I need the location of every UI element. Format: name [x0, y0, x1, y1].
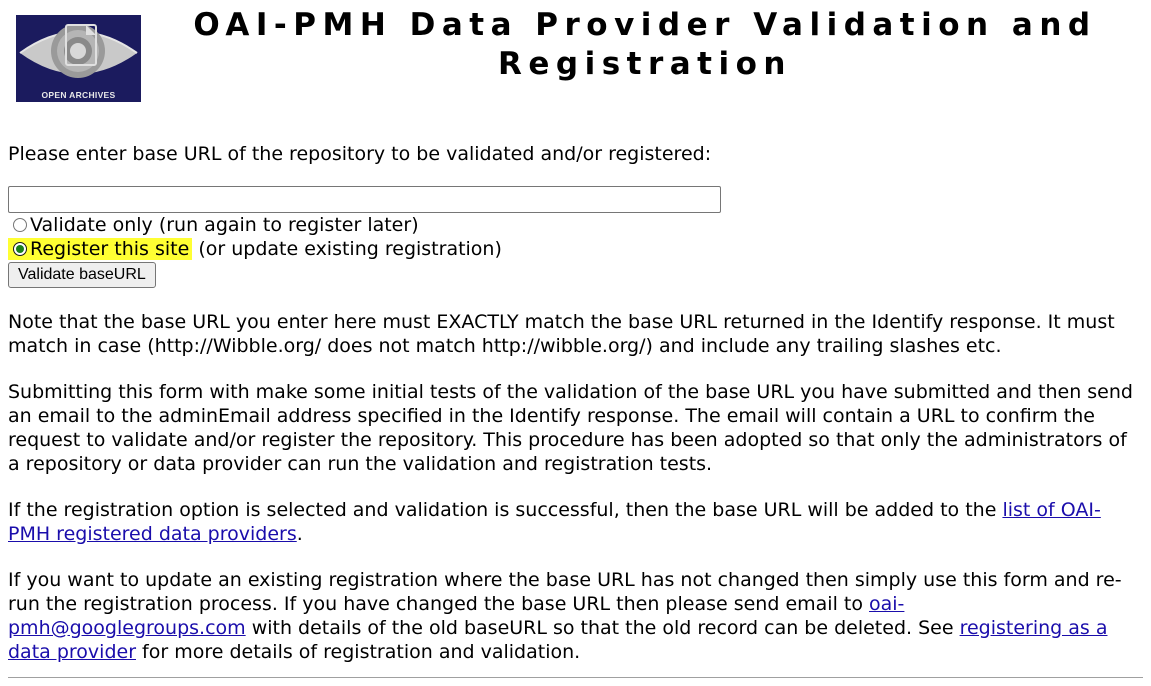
- base-url-input[interactable]: [8, 186, 721, 213]
- registration-text-end: .: [296, 523, 303, 545]
- registration-text: If the registration option is selected and validation is successful, then the base URL will be added to the: [8, 499, 1003, 521]
- register-label: Register this site: [30, 238, 190, 260]
- update-paragraph: [8, 568, 1138, 664]
- horizontal-rule: [8, 677, 1143, 678]
- validate-only-radio[interactable]: [13, 218, 27, 232]
- eye-logo-icon: [16, 15, 141, 102]
- update-text-middle: with details of the old baseURL so that the old record can be deleted. See: [245, 617, 960, 639]
- page-header: [0, 0, 1151, 110]
- validate-only-label: Validate only (run again to register later): [30, 214, 419, 236]
- validation-form: [8, 142, 1138, 288]
- submitting-paragraph: Submitting this form with make some initial tests of the validation of the base URL you have submitted and then send an email to the adminEmail address specified in the Identify response. The email will contain a URL to confirm the request to validate and/or register the repository. This procedure has been adopted so that only the administrators of a repository or data provider can run the validation and registration tests.: [8, 381, 1133, 475]
- register-option[interactable]: [8, 237, 1138, 261]
- validate-baseurl-button[interactable]: Validate baseURL: [8, 262, 156, 288]
- page-title: OAI-PMH Data Provider Validation and Registration: [193, 7, 1097, 82]
- update-text-end: for more details of registration and validation.: [136, 641, 581, 663]
- registering-guide-link[interactable]: registering as a data provider: [8, 617, 1108, 663]
- note-paragraph: Note that the base URL you enter here must EXACTLY match the base URL returned in the Identify response. It must match in case (http://Wibble.org/ does not match http://wibble.org/) and include any trailing slashes etc.: [8, 311, 1115, 357]
- open-archives-logo: [16, 15, 141, 102]
- register-radio[interactable]: [13, 242, 27, 256]
- registered-providers-link[interactable]: list of OAI-PMH registered data providers: [8, 499, 1101, 545]
- register-label-note: (or update existing registration): [192, 238, 502, 260]
- base-url-prompt: Please enter base URL of the repository to be validated and/or registered:: [8, 143, 712, 165]
- validate-only-option[interactable]: [8, 213, 1138, 237]
- email-link[interactable]: oai-pmh@googlegroups.com: [8, 593, 905, 639]
- logo-text: OPEN ARCHIVES: [41, 90, 116, 100]
- update-text: If you want to update an existing registration where the base URL has not changed then simply use this form and re-run the registration process. If you have changed the base URL then please send email to: [8, 569, 1122, 615]
- register-highlight: [8, 238, 192, 260]
- registration-paragraph: [8, 498, 1138, 546]
- main-content: [8, 142, 1138, 664]
